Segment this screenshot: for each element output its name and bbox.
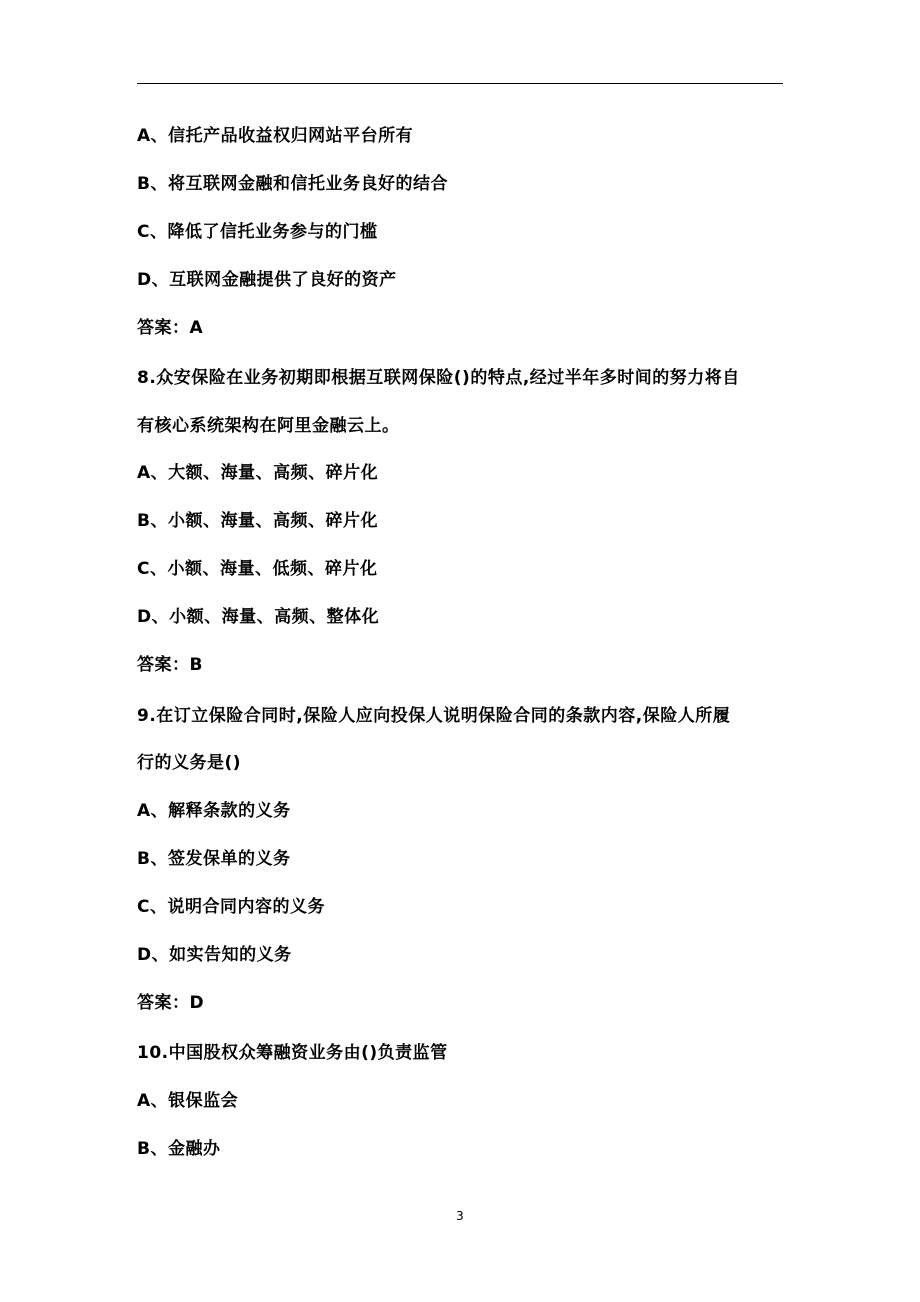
option-line: B、金融办 bbox=[137, 1139, 221, 1159]
answer-line: 答案：D bbox=[137, 993, 205, 1013]
option-line: D、小额、海量、高频、整体化 bbox=[137, 607, 380, 627]
answer-line: 答案：B bbox=[137, 655, 203, 675]
question-line: 8.众安保险在业务初期即根据互联网保险()的特点,经过半年多时间的努力将自 bbox=[137, 368, 740, 388]
question-line: 10.中国股权众筹融资业务由()负责监管 bbox=[137, 1043, 448, 1063]
option-line: A、解释条款的义务 bbox=[137, 801, 291, 821]
option-line: A、信托产品收益权归网站平台所有 bbox=[137, 126, 414, 146]
option-line: C、降低了信托业务参与的门槛 bbox=[137, 222, 378, 242]
option-line: A、大额、海量、高频、碎片化 bbox=[137, 463, 379, 483]
header-rule bbox=[137, 83, 783, 84]
option-line: D、如实告知的义务 bbox=[137, 945, 292, 965]
option-line: C、小额、海量、低频、碎片化 bbox=[137, 559, 378, 579]
option-line: B、小额、海量、高频、碎片化 bbox=[137, 511, 378, 531]
question-line: 有核心系统架构在阿里金融云上。 bbox=[137, 416, 400, 436]
question-line: 行的义务是() bbox=[137, 753, 242, 773]
page-number: 3 bbox=[456, 1209, 464, 1223]
option-line: D、互联网金融提供了良好的资产 bbox=[137, 270, 397, 290]
option-line: B、将互联网金融和信托业务良好的结合 bbox=[137, 174, 448, 194]
option-line: A、银保监会 bbox=[137, 1091, 239, 1111]
question-line: 9.在订立保险合同时,保险人应向投保人说明保险合同的条款内容,保险人所履 bbox=[137, 706, 731, 726]
answer-line: 答案：A bbox=[137, 318, 204, 338]
option-line: B、签发保单的义务 bbox=[137, 849, 291, 869]
option-line: C、说明合同内容的义务 bbox=[137, 897, 325, 917]
